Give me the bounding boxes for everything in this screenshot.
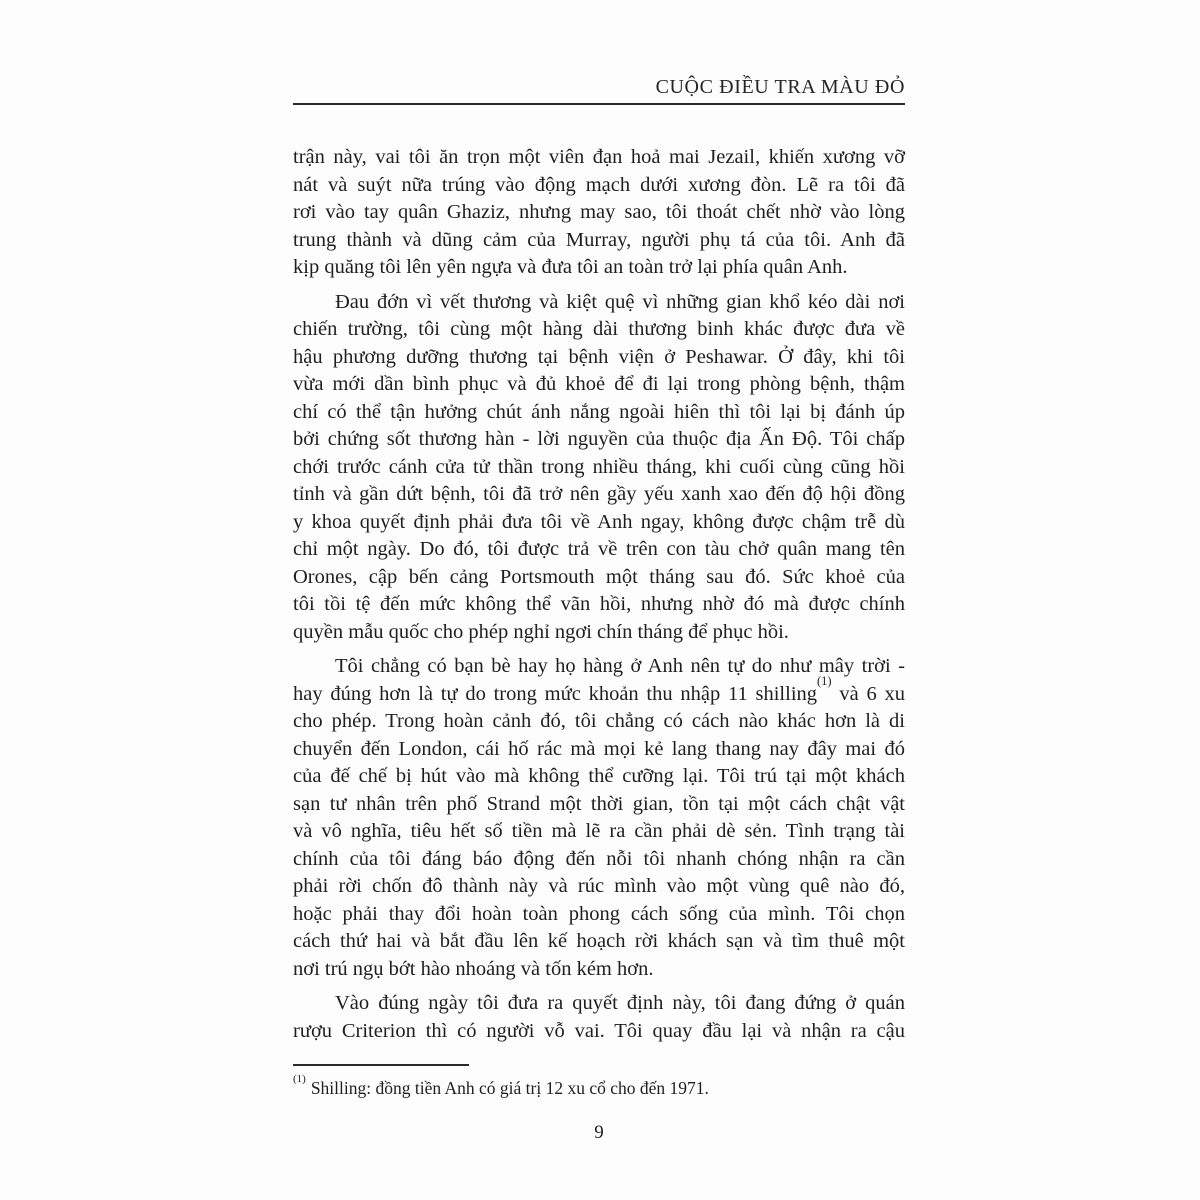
paragraph [293,990,905,1045]
text-line: hậu phương dưỡng thương tại bệnh viện ở Peshawar. Ở đây, khi tôi [293,345,905,368]
text-line: chới trước cánh cửa tử thần trong nhiều tháng, khi cuối cùng cũng hồi [293,455,905,478]
text-line: vừa mới dần bình phục và đủ khoẻ để đi lại trong phòng bệnh, thậm [293,373,905,395]
footnote-text: Shilling: đồng tiền Anh có giá trị 12 xu cổ cho đến 1971. [310,1078,709,1098]
text-line: rơi vào tay quân Ghaziz, nhưng may sao, tôi thoát chết nhờ vào lòng [293,201,905,223]
text-line: tôi tồi tệ đến mức không thể vãn hồi, nhưng nhờ đó mà được chính [293,593,905,615]
text-line: của đế chế bị hút vào mà không thể cưỡng lại. Tôi trú tại một khách [293,765,905,787]
text-line: hoặc phải thay đổi hoàn toàn phong cách sống của mình. Tôi chọn [293,902,905,925]
text-line: nát và suýt nữa trúng vào động mạch dưới xương đòn. Lẽ ra tôi đã [293,173,905,196]
text-line: chính của tôi đáng báo động đến nỗi tôi nhanh chóng nhận ra cần [293,847,905,870]
text-line: Đau đớn vì vết thương và kiệt quệ vì những gian khổ kéo dài nơi [335,290,905,313]
text-line: y khoa quyết định phải đưa tôi về Anh ngay, không được chậm trễ dù [293,510,905,533]
text-line: chiến trường, tôi cùng một hàng dài thương binh khác được đưa về [293,318,905,340]
text-line: trung thành và dũng cảm của Murray, người phụ tá của tôi. Anh đã [293,228,905,251]
body-paragraphs [293,144,905,1045]
text-line: sạn tư nhân trên phố Strand một thời gian, tồn tại một cách chật vật [293,792,905,815]
text-line: nơi trú ngụ bớt hào nhoáng và tốn kém hơn. [293,957,654,980]
text-line: Vào đúng ngày tôi đưa ra quyết định này, tôi đang đứng ở quán [335,992,905,1014]
text-line: trận này, vai tôi ăn trọn một viên đạn hoả mai Jezail, khiến xương vỡ [293,146,905,168]
text-line: tỉnh và gần dứt bệnh, tôi đã trở nên gầy yếu xanh xao đến độ hội đồng [293,483,905,505]
footnote-marker: (1) [293,1073,306,1086]
text-line: quyền mẫu quốc cho phép nghỉ ngơi chín tháng để phục hồi. [293,620,789,643]
text-line: chuyển đến London, cái hố rác mà mọi kẻ lang thang nay đây mai đó [293,737,905,760]
page-number: 9 [594,1122,604,1143]
paragraph [293,144,905,282]
footnote [293,1073,905,1100]
text-line: Orones, cập bến cảng Portsmouth một tháng sau đó. Sức khoẻ của [293,565,905,588]
text-line: cách thứ hai và bắt đầu lên kế hoạch rời khách sạn và tìm thuê một [293,930,905,952]
footnote-separator [293,1064,469,1066]
footnote-reference: (1) [817,673,832,688]
text-line: cho phép. Trong hoàn cảnh đó, tôi chẳng có cách nào khác hơn là di [293,710,905,732]
text-line: chỉ một ngày. Do đó, tôi được trả về trên con tàu chở quân mang tên [293,538,905,560]
text-line: và vô nghĩa, tiêu hết số tiền mà lẽ ra cần phải dè sẻn. Tình trạng tài [293,820,905,842]
text-line: rượu Criterion thì có người vỗ vai. Tôi quay đầu lại và nhận ra cậu [293,1019,905,1042]
text-line: bởi chứng sốt thương hàn - lời nguyền của thuộc địa Ấn Độ. Tôi chấp [293,428,905,450]
text-line: kịp quăng tôi lên yên ngựa và đưa tôi an toàn trở lại phía quân Anh. [293,256,848,278]
running-header-title: CUỘC ĐIỀU TRA MÀU ĐỎ [655,76,905,98]
paragraph [293,289,905,647]
text-line: phải rời chốn đô thành này và rúc mình vào một vùng quê nào đó, [293,875,905,897]
paragraph [293,653,905,983]
text-line: hay đúng hơn là tự do trong mức khoản thu nhập 11 shilling$^{(1)}$ và 6 xu [293,673,905,705]
text-line: chí có thể tận hưởng chút ánh nắng ngoài hiên thì tôi lại bị đánh úp [293,400,905,423]
header-rule [293,103,905,105]
text-line: Tôi chẳng có bạn bè hay họ hàng ở Anh nên tự do như mây trời - [335,655,905,677]
